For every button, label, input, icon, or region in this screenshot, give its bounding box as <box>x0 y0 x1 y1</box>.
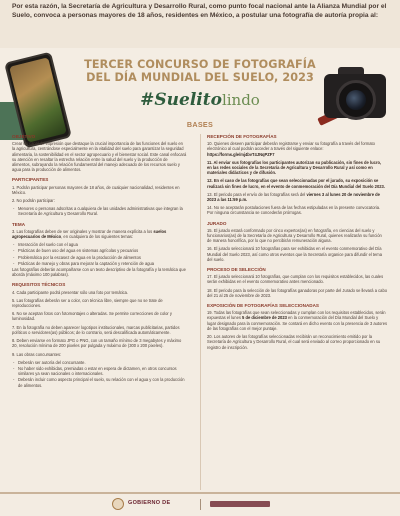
rule-17: 17. El jurado seleccionará 10 fotografías, que cumplan con los requisitos establecidos, las cuales serán exhibidas en el evento conmemorativo antes mencionado. <box>207 274 384 285</box>
footer-rule <box>0 492 400 494</box>
tema-item: - Prácticas de buen uso del agua en sistemas agrícolas y pecuarios <box>12 248 187 253</box>
bases-heading: BASES <box>186 120 214 129</box>
rule-11: 11. Al enviar sus fotografías los participantes autorizan su publicación, sin fines de lucro, en las redes sociales de la Secretaría de Agricultura y Desarrollo Rural y así como en materiales didácticos y de difusión. <box>207 159 382 176</box>
rule-7: 7. En la fotografía no deben aparecer logotipos institucionales, marcas publicitarias, partidos políticos o servidores(as) públicos; de lo contrario, será descalificada automáticamente. <box>12 324 180 335</box>
rule-14: 14. No se aceptarán postulaciones fuera de las fechas estipuladas en la presente convocatoria. Por ninguna circunstancia se concederán prórrogas. <box>207 205 381 216</box>
hashtag-suelito-lindo <box>70 90 330 110</box>
gobierno-logo-text: GOBIERNO DE <box>128 500 171 506</box>
rule-13 <box>207 192 387 202</box>
section-jurado: JURADO <box>207 220 227 226</box>
section-recepcion: RECEPCIÓN DE FOTOGRAFÍAS <box>207 134 277 139</box>
rule-4: 4. Cada participante podrá presentar sólo una foto por temática. <box>12 289 129 295</box>
government-seal-icon <box>112 498 124 510</box>
rule-3-highlight: suelos agropecuarios de México <box>12 228 167 240</box>
registration-link[interactable]: https://forms.gle/mj4bvT4JNqPZF7 <box>207 151 275 157</box>
rule-12: 12. En el caso de las fotografías que sean seleccionadas por el jurado, su exposición se realizará sin fines de lucro, en el evento de conmemoración del Día Mundial del Suelo 2023. <box>207 178 385 189</box>
objetivo-text: Crear un canal de expresión que destaque la crucial importancia de las funciones del suelo en la agricultura, centrándose especialmente en la vitalidad del suelo para garantizar la seguridad alimentaria, la sostenibilidad en el sector agropecuario y el bienestar social. Este canal enfocará su atención en resaltar la estrecha relación entre la salud del suelo y la producción de alimentos, subrayando la relación fundamental del manejo adecuado de los recursos suelo y agua para la producción de alimentos. <box>12 141 187 173</box>
tema-note: Las fotografías deberán acompañarse con un texto descriptivo de la fotografía y la temática que aborda (máximo 100 palabras). <box>12 267 186 278</box>
title-line-1: TERCER CONCURSO DE FOTOGRAFÍA <box>84 58 316 71</box>
rule-15: 15. El jurado estará conformado por cinco expertos(as) en fotografía, en ciencias del suelo y funcionarios(as) de la Secretaría de Agricultura y Desarrollo Rural, quienes realizarán su función de manera honorífica, por lo que no percibirán remuneración alguna. <box>207 227 382 244</box>
camera-image <box>318 64 398 128</box>
footer <box>0 492 400 516</box>
rule-8: 8. Deben enviarse en formato JPG o PNG, con un tamaño mínimo de 3 megabytes y máximo 20, resolución mínima de 200 pixeles por pulgada y máximo de (300 x 200 pixeles). <box>12 338 182 349</box>
title-line-2: DEL DÍA MUNDIAL DEL SUELO, 2023 <box>86 71 314 84</box>
rule-16: 16. El jurado seleccionará 10 fotografías para ser exhibidas en el evento conmemorativo del Día Mundial del Suelo 2023, así como otros eventos que la Secretaría organice para difundir el tema del suelo. <box>207 246 382 262</box>
rule-1: 1. Podrán participar personas mayores de 18 años, de cualquier nacionalidad, residentes en México. <box>12 184 180 195</box>
obra-item: - Deberán ser autoría del concursante. <box>12 360 187 365</box>
column-divider <box>200 134 201 490</box>
camera-lens-glass <box>346 90 366 110</box>
hashtag-suffix: lindo <box>221 91 260 109</box>
obra-item: - No haber sido exhibidas, premiadas o estar en espera de dictamen, en otros concursos similares ya sean nacionales o internacionales. <box>12 366 187 376</box>
logo-separator <box>200 499 201 510</box>
rule-10 <box>207 141 387 157</box>
obra-item: - Deberán incluir como aspecto principal el suelo, su relación con el agua y con la producción de alimentos. <box>12 377 187 387</box>
rule-2: 2. No podrán participar: <box>12 198 55 204</box>
rule-3 <box>12 229 187 239</box>
rule-19-text-a: 19. Todas las fotografías que sean seleccionadas y cumplan con los requisitos establecidos, serán expuestas el lunes <box>207 310 386 321</box>
tema-item: - Problemática por la escasez de agua en la producción de alimentos <box>12 255 187 260</box>
rule-10-text: 10. Quienes deseen participar deberán registrarse y enviar su fotografía a través del formato electrónico al cual podrán acceder a través del siguiente enlace: <box>207 141 375 152</box>
rule-20: 20. Los autores de las fotografías seleccionadas recibirán un reconocimiento emitido por la Secretaría de Agricultura y Desarrollo Rural, el cual será enviado al correo proporcionado en su registro de inscripción. <box>207 334 381 350</box>
section-proceso: PROCESO DE SELECCIÓN <box>207 267 266 273</box>
rule-6: 6. No se aceptan fotos con fotomontajes o alteradas. Se permite correcciones de color y luminosidad. <box>12 311 172 322</box>
tema-item: - Prácticas de manejo y obras para mejorar la captación y retención de agua <box>12 261 187 266</box>
rule-18: 18. El periodo para la selección de las fotografías ganadoras por parte del Jurado se llevará a cabo del 21 al 25 de noviembre de 2023. <box>207 287 388 298</box>
section-participantes: PARTICIPANTES <box>12 177 49 183</box>
agricultura-logo <box>210 501 270 507</box>
rule-3-text-c: , en cualquiera de los siguientes temas: <box>61 234 134 240</box>
rule-13-text: 13. El periodo para el envío de las fotografías será del <box>207 191 307 197</box>
tema-item: - Interacción del suelo con el agua <box>12 242 187 247</box>
rule-3-text-a: 3. Las fotografías deben de ser originales y mostrar de manera explícita a los <box>12 228 154 234</box>
rule-13-dates: viernes 3 al lunes 20 de noviembre de 2023 a las 11:59 p.m. <box>207 191 380 203</box>
rule-2-item: - Menores o personas adscritas a cualquiera de las unidades administrativas que integran la Secretaría de Agricultura y Desarrollo Rural. <box>12 206 187 216</box>
section-objetivo: OBJETIVO <box>12 134 36 139</box>
section-requisitos: REQUISITOS TÉCNICOS <box>12 282 66 288</box>
intro-text: Por esta razón, la Secretaría de Agricultura y Desarrollo Rural, como punto focal nacional ante la Alianza Mundial por el Suelo, convoca a personas mayores de 18 años, residentes en México, a postular una fotografía de autoría propia al: <box>0 0 400 48</box>
rule-9: 9. Las obras concursantes: <box>12 351 62 357</box>
left-column <box>12 130 187 389</box>
hashtag-main: #Suelito <box>140 90 222 110</box>
section-exposicion: EXPOSICIÓN DE FOTOGRAFÍAS SELECCIONADAS <box>207 303 319 309</box>
right-column <box>207 130 387 353</box>
rule-5: 5. Las fotografías deberán ser a color, con técnica libre, siempre que no se trate de reproducciones. <box>12 297 163 309</box>
rule-19 <box>207 310 387 331</box>
rule-19-date: 5 de diciembre de 2023 <box>242 315 287 321</box>
section-tema: TEMA <box>12 221 26 227</box>
rule-19-text-c: en la conmemoración del Día Mundial del Suelo y lugar designado para la conmemoración. Se contará en dicho evento con la presencia de 3 autores de las fotografías con el mejor puntaje. <box>207 315 388 331</box>
contest-title <box>70 58 330 110</box>
